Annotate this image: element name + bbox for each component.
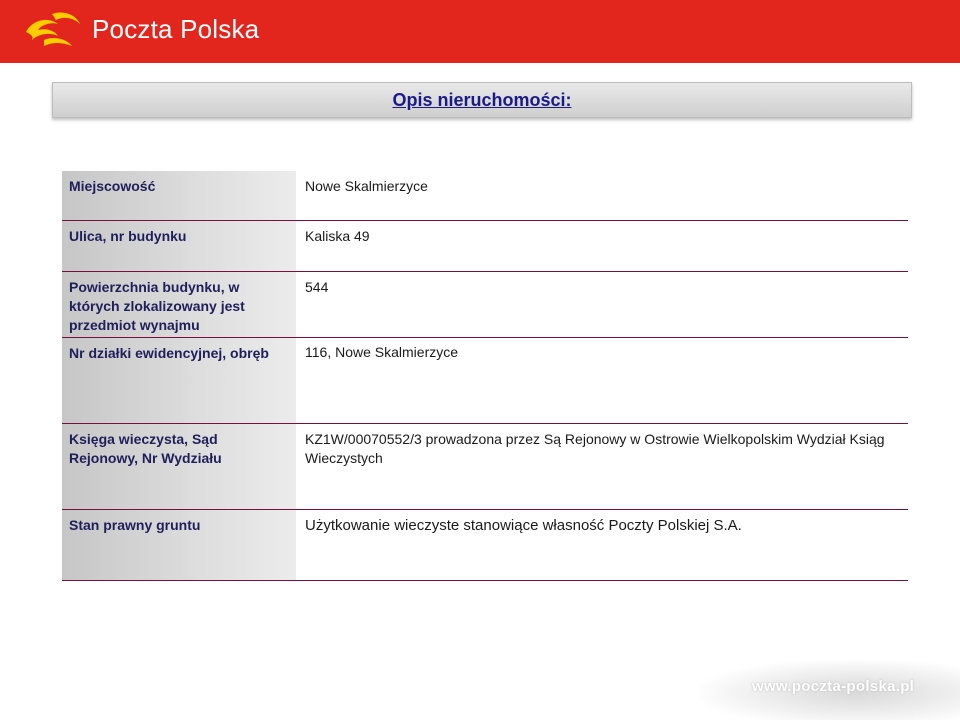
row-value: Nowe Skalmierzyce	[305, 178, 428, 194]
row-value: 116, Nowe Skalmierzyce	[305, 344, 459, 360]
footer-url[interactable]: www.poczta-polska.pl	[752, 678, 915, 695]
table-row	[62, 337, 908, 424]
row-value: Użytkowanie wieczyste stanowiące własność Poczty Polskiej S.A.	[305, 517, 742, 534]
header-bar	[0, 0, 960, 63]
brand-name: Poczta Polska	[92, 14, 260, 44]
row-value: 544	[305, 279, 329, 295]
row-value: KZ1W/00070552/3 prowadzona przez Są Rejonowy w Ostrowie Wielkopolskim Wydział Ksiąg Wieczystych	[305, 431, 885, 466]
table-row	[62, 171, 908, 221]
row-label: Miejscowość	[62, 171, 296, 220]
row-value: Kaliska 49	[305, 228, 370, 244]
row-label: Księga wieczysta, Sąd Rejonowy, Nr Wydziału	[62, 424, 296, 509]
table-row	[62, 221, 908, 272]
row-label: Stan prawny gruntu	[62, 510, 296, 580]
row-label: Nr działki ewidencyjnej, obręb	[62, 338, 296, 423]
table-row	[62, 510, 908, 581]
row-label: Ulica, nr budynku	[62, 221, 296, 271]
property-table	[62, 171, 908, 581]
table-row	[62, 424, 908, 510]
section-title-bar	[52, 82, 912, 118]
table-row	[62, 272, 908, 337]
horn-logo-icon	[22, 10, 84, 50]
row-label: Powierzchnia budynku, w których zlokalizowany jest przedmiot wynajmu	[62, 272, 296, 337]
section-title: Opis nieruchomości:	[392, 90, 572, 110]
